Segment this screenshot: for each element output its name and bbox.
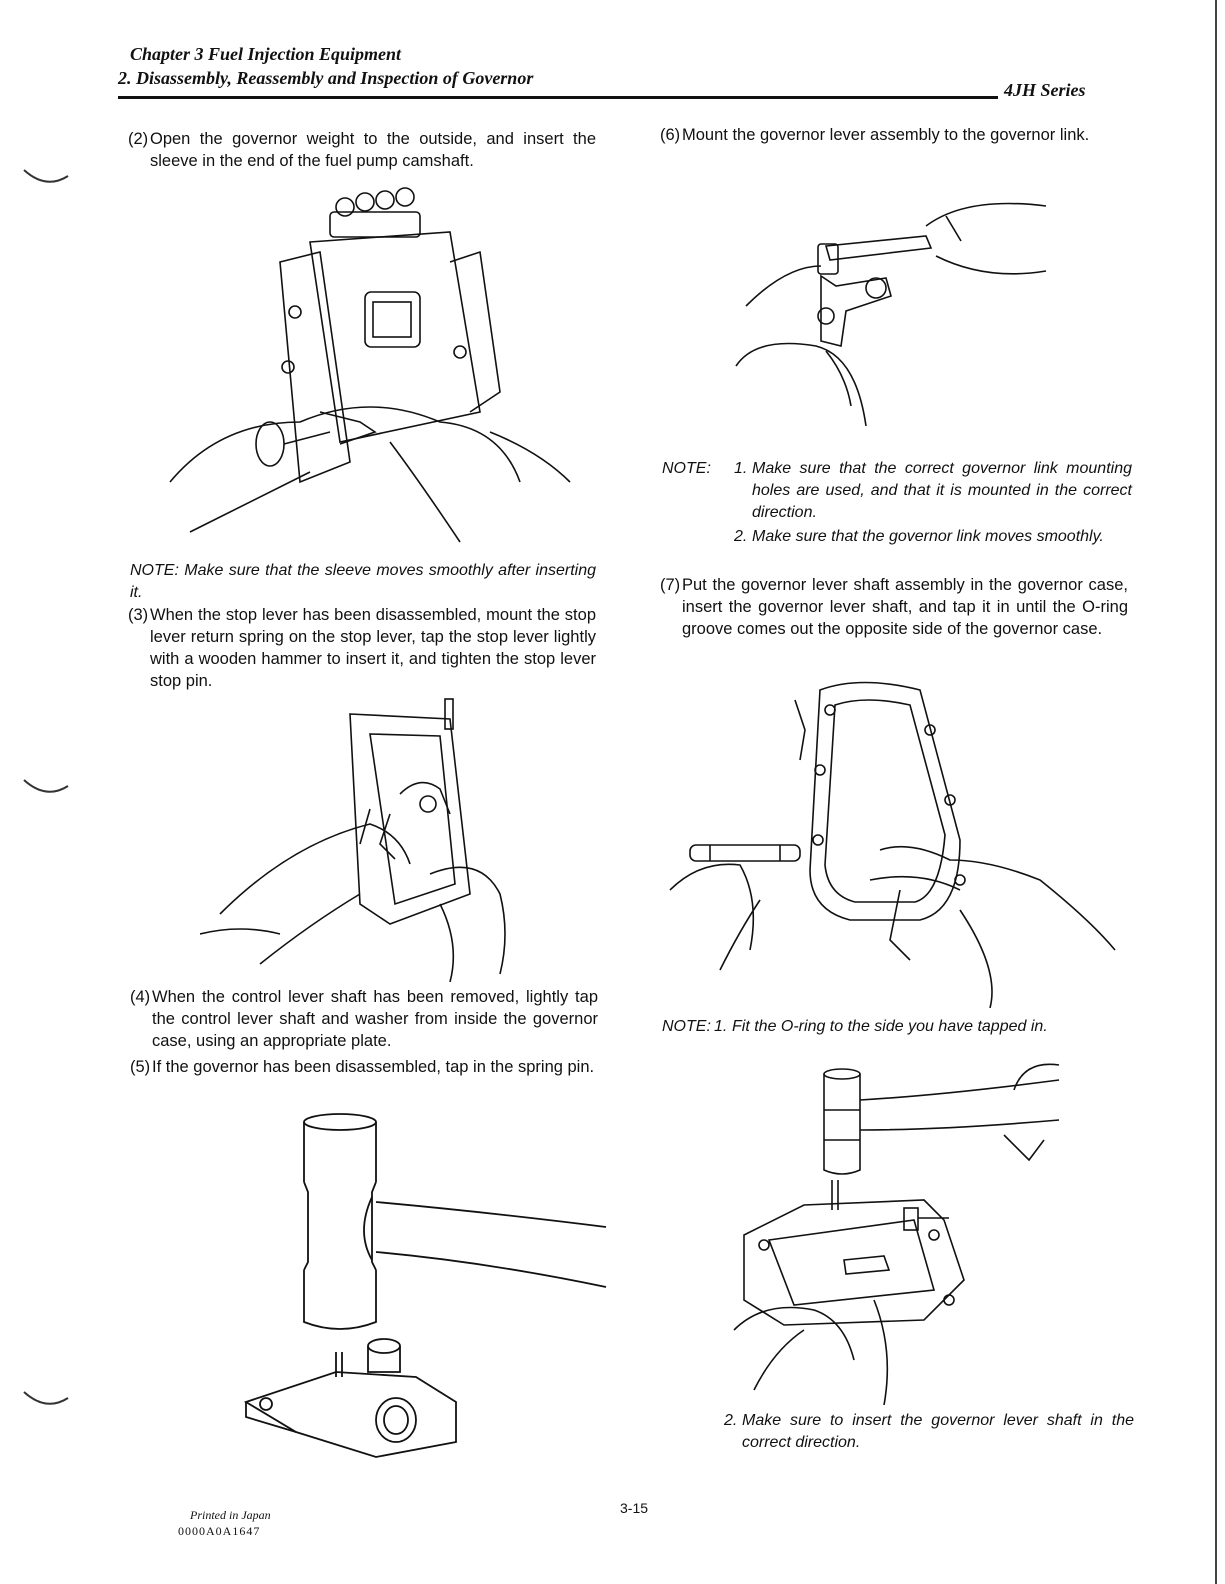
section-title: 2. Disassembly, Reassembly and Inspection of Governor bbox=[118, 68, 534, 88]
step-text: Open the governor weight to the outside, and insert the sleeve in the end of the fuel pump camshaft. bbox=[150, 130, 596, 170]
step-number: (2) bbox=[128, 130, 149, 148]
document-code: 0000A0A1647 bbox=[178, 1524, 261, 1538]
figure-hammer-spring-pin bbox=[236, 1102, 608, 1472]
note-item bbox=[662, 1016, 1132, 1038]
note-text: Make sure that the sleeve moves smoothly after inserting it. bbox=[130, 562, 596, 601]
step-number: (3) bbox=[128, 606, 149, 624]
note-label: NOTE: bbox=[662, 460, 711, 477]
note-sleeve bbox=[130, 560, 596, 604]
note-label: NOTE: bbox=[662, 1018, 711, 1035]
step-text: Mount the governor lever assembly to the governor link. bbox=[682, 126, 1090, 144]
step-7 bbox=[660, 574, 1128, 640]
step-number: (4) bbox=[130, 988, 151, 1006]
note-label: NOTE: bbox=[130, 562, 179, 579]
note-governor-link bbox=[662, 458, 1132, 548]
note-item-number: 1. bbox=[714, 1018, 728, 1035]
header-rule bbox=[118, 96, 998, 99]
step-4 bbox=[130, 986, 598, 1052]
note-item bbox=[724, 1410, 1134, 1454]
printed-in-label: Printed in Japan bbox=[190, 1508, 271, 1522]
note-item bbox=[662, 526, 1132, 548]
figure-stop-lever bbox=[200, 694, 540, 982]
note-item-text: Make sure that the correct governor link mounting holes are used, and that it is mounted in the correct direction. bbox=[752, 460, 1132, 521]
step-text: When the stop lever has been disassembled, mount the stop lever return spring on the stop lever, tap the stop lever lightly with a wooden hammer to insert it, and tighten the stop lever stop pin. bbox=[150, 606, 596, 690]
note-item-number: 2. bbox=[734, 528, 748, 545]
figure-fuel-pump-sleeve bbox=[160, 182, 580, 552]
step-2 bbox=[128, 128, 596, 172]
punch-hole-mark bbox=[22, 778, 70, 798]
series-label: 4JH Series bbox=[1004, 80, 1086, 100]
step-3 bbox=[128, 604, 596, 692]
note-item-text: Fit the O-ring to the side you have tapped in. bbox=[732, 1018, 1048, 1035]
page-number: 3-15 bbox=[620, 1500, 649, 1516]
chapter-title: Chapter 3 Fuel Injection Equipment bbox=[130, 44, 402, 64]
punch-hole-mark bbox=[22, 168, 70, 188]
step-number: (6) bbox=[660, 126, 681, 144]
figure-hammer-governor-case bbox=[724, 1060, 1064, 1405]
step-text: If the governor has been disassembled, tap in the spring pin. bbox=[152, 1058, 595, 1076]
note-lever-direction bbox=[724, 1410, 1134, 1454]
step-6 bbox=[660, 124, 1128, 146]
step-number: (7) bbox=[660, 576, 681, 594]
figure-governor-link bbox=[726, 186, 1056, 426]
step-text: Put the governor lever shaft assembly in the governor case, insert the governor lever shaft, and tap it in until the O-ring groove comes out the opposite side of the governor case. bbox=[682, 576, 1128, 638]
note-item-number: 1. bbox=[734, 460, 748, 477]
figure-governor-lever-shaft bbox=[660, 670, 1120, 1008]
page-edge bbox=[1215, 0, 1217, 1584]
note-o-ring bbox=[662, 1016, 1132, 1038]
step-5 bbox=[130, 1056, 598, 1078]
note-item-text: Make sure to insert the governor lever shaft in the correct direction. bbox=[742, 1412, 1134, 1451]
step-number: (5) bbox=[130, 1058, 151, 1076]
note-item bbox=[662, 458, 1132, 524]
note-item-number: 2. bbox=[724, 1412, 738, 1429]
note-item-text: Make sure that the governor link moves smoothly. bbox=[752, 528, 1104, 545]
step-text: When the control lever shaft has been removed, lightly tap the control lever shaft and washer from inside the governor case, using an appropriate plate. bbox=[152, 988, 598, 1050]
punch-hole-mark bbox=[22, 1390, 70, 1410]
